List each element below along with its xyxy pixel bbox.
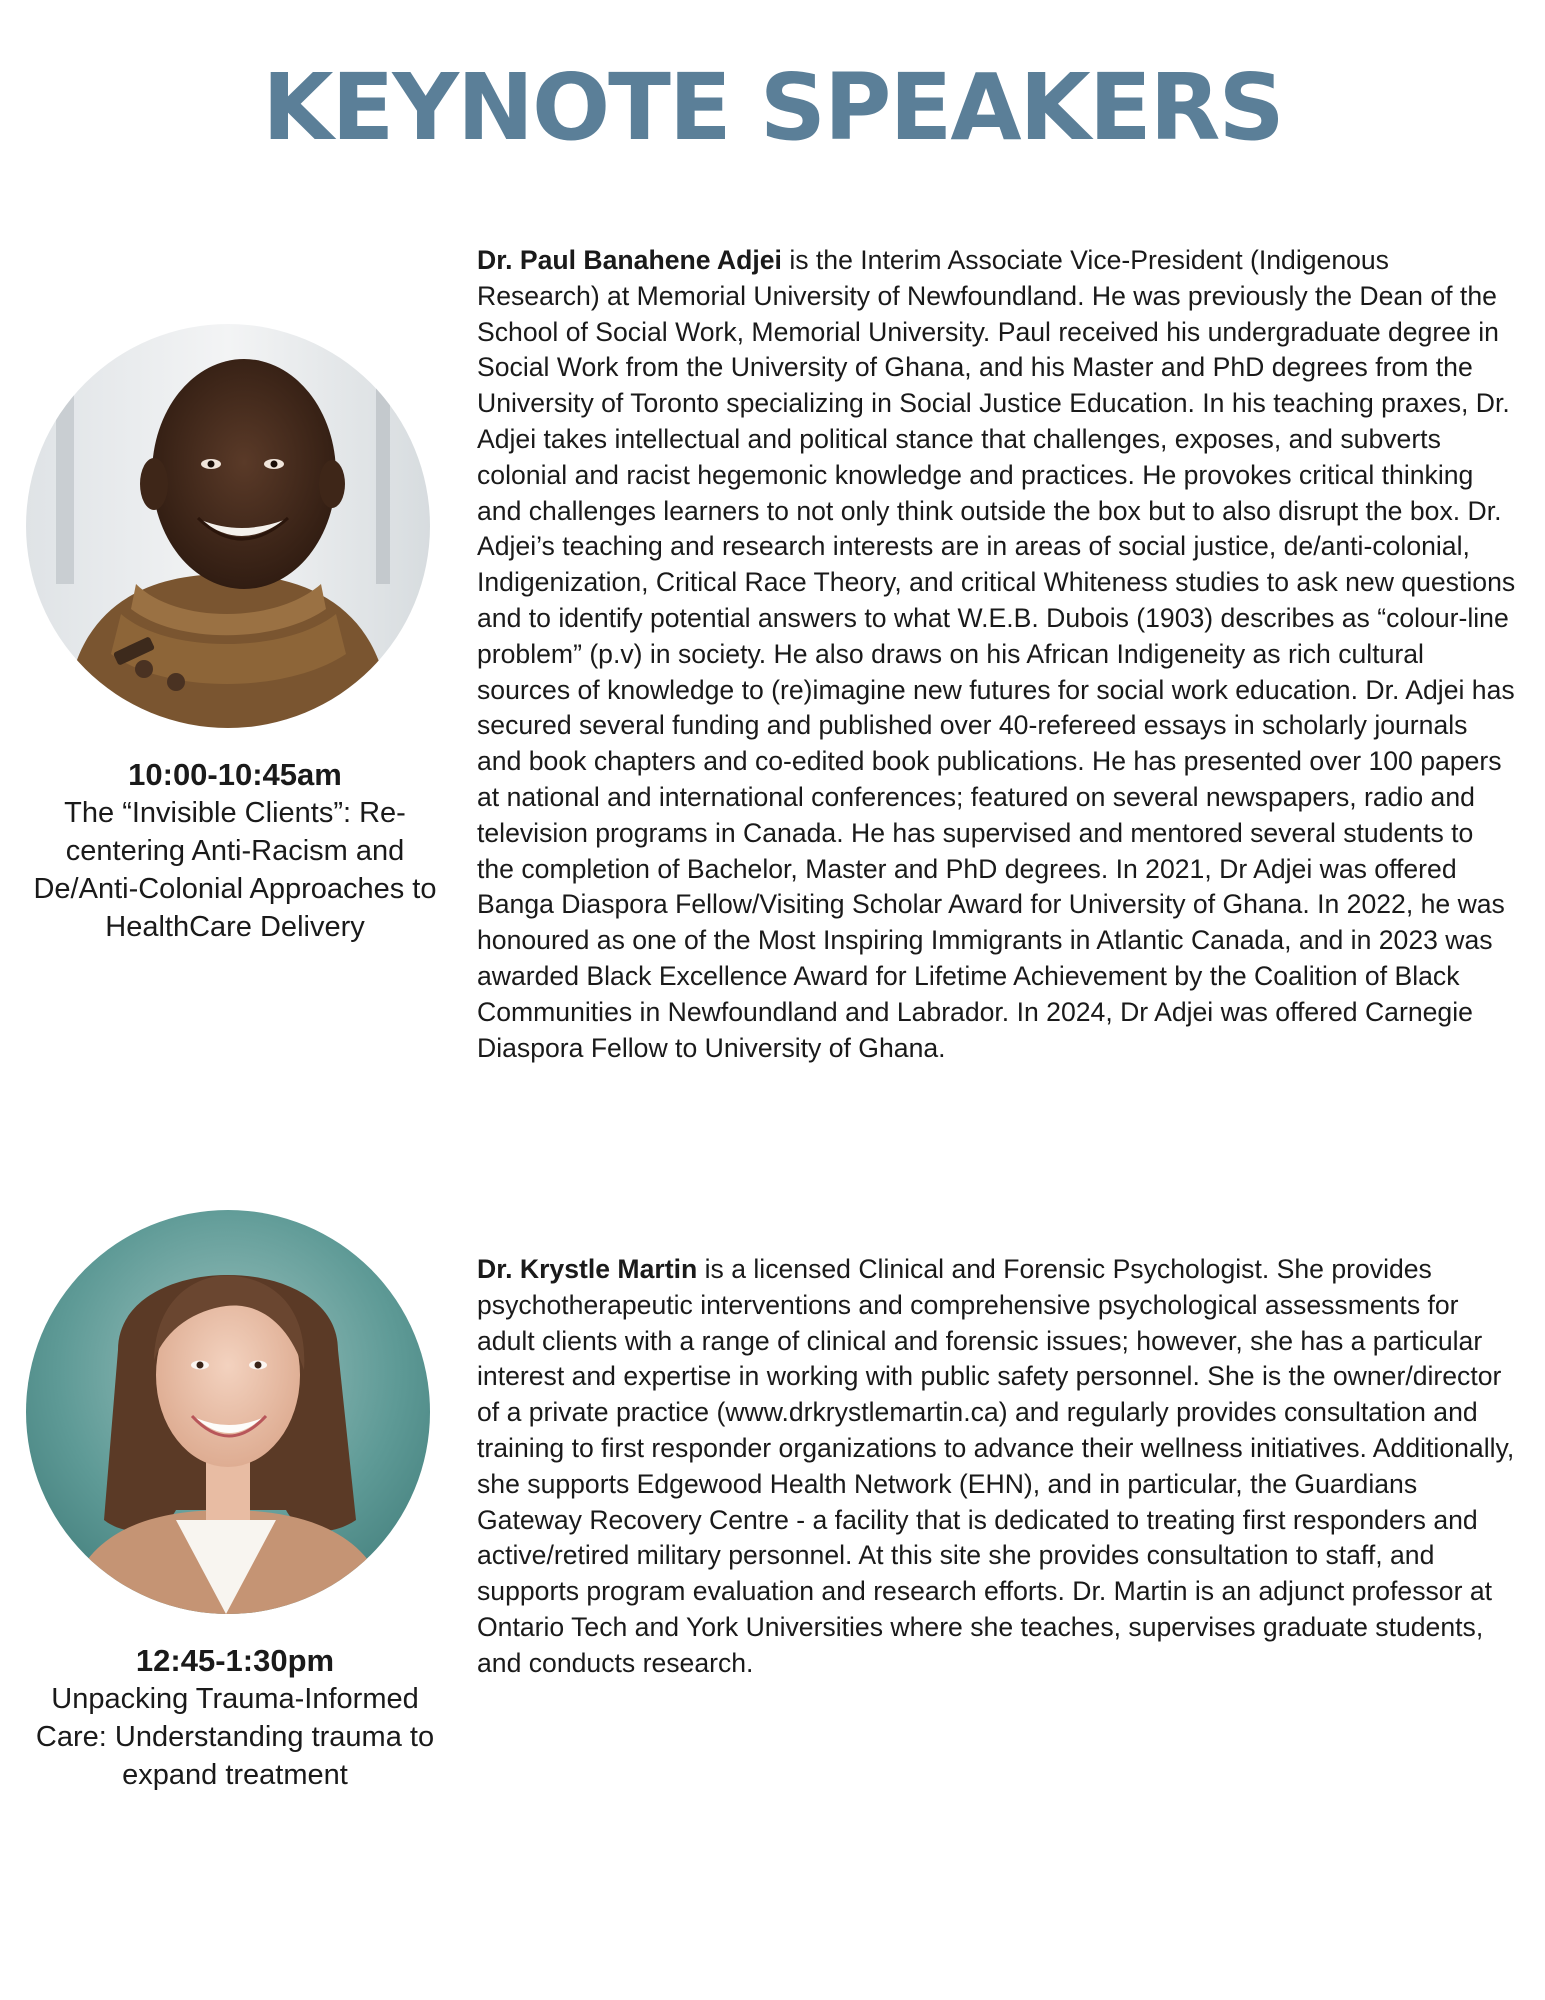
speaker-name: Dr. Paul Banahene Adjei [477, 245, 782, 275]
session-title: The “Invisible Clients”: Re-centering Anti-Racism and De/Anti-Colonial Approaches to HealthCare Delivery [33, 797, 437, 943]
speaker-bio-martin [477, 1252, 1517, 1682]
speaker-bio-text: is the Interim Associate Vice-President (Indigenous Research) at Memorial University of Newfoundland. He was previously the Dean of the School of Social Work, Memorial University. Paul received his undergraduate degree in Social Work from the University of Ghana, and his Master and PhD degrees from the University of Toronto specializing in Social Justice Education. In his teaching praxes, Dr. Adjei takes intellectual and political stance that challenges, exposes, and subverts colonial and racist hegemonic knowledge and practices. He provokes critical thinking and challenges learners to not only think outside the box but to also disrupt the box. Dr. Adjei’s teaching and research interests are in areas of social justice, de/anti-colonial, Indigenization, Critical Race Theory, and critical Whiteness studies to ask new questions and to identify potential answers to what W.E.B. Dubois (1903) describes as “colour-line problem” (p.v) in society. He also draws on his African Indigeneity as rich cultural sources of knowledge to (re)imagine new futures for social work education. Dr. Adjei has secured several funding and published over 40-refereed essays in scholarly journals and book chapters and co-edited book publications. He has presented over 100 papers at national and international conferences; featured on several newspapers, radio and television programs in Canada. He has supervised and mentored several students to the completion of Bachelor, Master and PhD degrees. In 2021, Dr Adjei was offered Banga Diaspora Fellow/Visiting Scholar Award for University of Ghana. In 2022, he was honoured as one of the Most Inspiring Immigrants in Atlantic Canada, and in 2023 was awarded Black Excellence Award for Lifetime Achievement by the Coalition of Black Communities in Newfoundland and Labrador. In 2024, Dr Adjei was offered Carnegie Diaspora Fellow to University of Ghana. [477, 245, 1516, 1063]
session-info-martin [20, 1642, 450, 1794]
session-time: 10:00-10:45am [128, 757, 342, 792]
speaker-photo-martin [26, 1210, 430, 1614]
session-title: Unpacking Trauma-Informed Care: Understanding trauma to expand treatment [35, 1683, 435, 1791]
speaker-bio-text: is a licensed Clinical and Forensic Psychologist. She provides psychotherapeutic interventions and comprehensive psychological assessments for adult clients with a range of clinical and forensic issues; however, she has a particular interest and expertise in working with public safety personnel. She is the owner/director of a private practice (www.drkrystlemartin.ca) and regularly provides consultation and training to first responder organizations to advance their wellness initiatives. Additionally, she supports Edgewood Health Network (EHN), and in particular, the Guardians Gateway Recovery Centre - a facility that is dedicated to treating first responders and active/retired military personnel. At this site she provides consultation to staff, and supports program evaluation and research efforts. Dr. Martin is an adjunct professor at Ontario Tech and York Universities where she teaches, supervises graduate students, and conducts research. [477, 1254, 1515, 1678]
session-time: 12:45-1:30pm [135, 1643, 335, 1678]
speaker-name: Dr. Krystle Martin [477, 1254, 698, 1284]
speaker-bio-adjei [477, 243, 1517, 1066]
speaker-photo-martin-image [26, 1210, 430, 1614]
speaker-photo-adjei-image [26, 324, 430, 728]
session-info-adjei [20, 756, 450, 946]
page-title: KEYNOTE SPEAKERS [262, 54, 1283, 161]
speaker-photo-adjei [26, 324, 430, 728]
